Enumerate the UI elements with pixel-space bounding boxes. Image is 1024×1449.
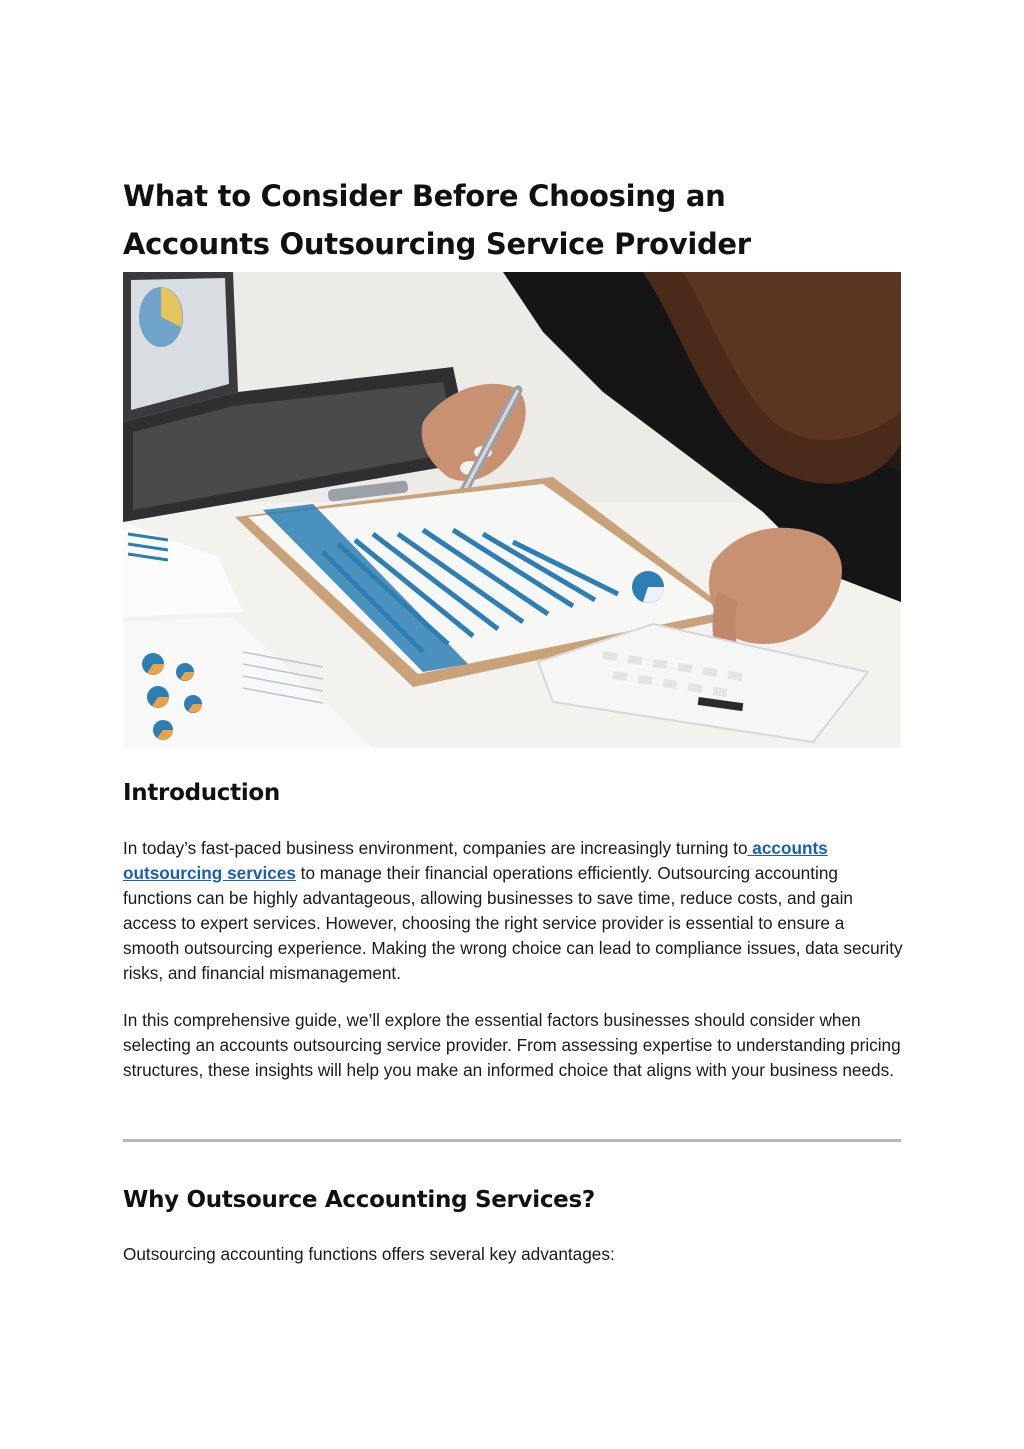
why-outsource-paragraph: Outsourcing accounting functions offers several key advantages: (123, 1244, 615, 1264)
hero-image (123, 272, 901, 748)
accounts-outsourcing-services-link[interactable]: accounts outsourcing services (123, 838, 828, 883)
title-line-1: What to Consider Before Choosing an (123, 179, 726, 213)
introduction-paragraph-2: In this comprehensive guide, we’ll explore the essential factors businesses should consider when selecting an accounts outsourcing service provider. From assessing expertise to understanding pricing structures, these insights will help you make an informed choice that aligns with your business needs. (123, 1010, 901, 1080)
intro-text-after-link: to manage their financial operations efficiently. Outsourcing accounting functions can be highly advantageous, allowing businesses to save time, reduce costs, and gain access to expert services. However, choosing the right service provider is essential to ensure a smooth outsourcing experience. Making the wrong choice can lead to compliance issues, data security risks, and financial mismanagement. (123, 863, 903, 983)
why-outsource-heading: Why Outsource Accounting Services? (123, 1187, 595, 1213)
title-line-2: Accounts Outsourcing Service Provider (123, 227, 751, 261)
page-title (123, 172, 923, 268)
intro-text-before-link: In today’s fast-paced business environment, companies are increasingly turning to (123, 838, 748, 858)
section-divider (123, 1139, 901, 1142)
introduction-paragraph-1 (123, 836, 903, 986)
introduction-heading: Introduction (123, 780, 280, 806)
